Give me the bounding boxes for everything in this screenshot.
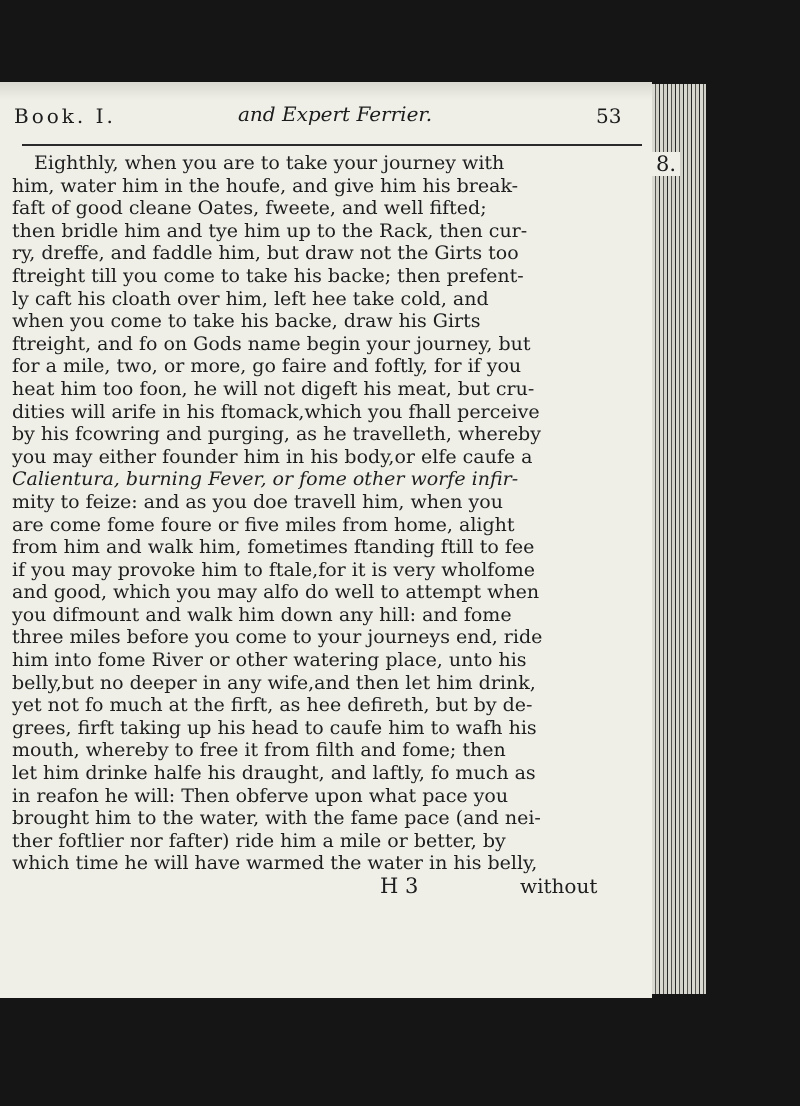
text-line: ly caft his cloath over him, left hee take cold, and <box>12 287 489 310</box>
text-line: heat him too foon, he will not digeft his meat, but cru- <box>12 377 535 400</box>
page-number: 53 <box>596 104 622 128</box>
text-line: Calientura, burning Fever, or fome other worfe infir- <box>12 468 519 491</box>
text-line: grees, firft taking up his head to caufe him to wafh his <box>12 716 537 739</box>
margin-note: 8. <box>652 152 680 176</box>
text-line: and good, which you may alfo do well to attempt when <box>12 581 540 604</box>
running-title: and Expert Ferrier. <box>238 102 433 126</box>
text-line: yet not fo much at the firft, as hee defireth, but by de- <box>12 694 533 717</box>
running-head <box>0 98 640 130</box>
text-line: if you may provoke him to ftale,for it is very wholfome <box>12 558 536 581</box>
text-line: you difmount and walk him down any hill: and fome <box>12 603 512 626</box>
catchword-line <box>12 875 652 899</box>
text-line: faft of good cleane Oates, fweete, and well fifted; <box>12 197 487 220</box>
text-line: brought him to the water, with the fame pace (and nei- <box>12 807 541 830</box>
text-line: dities will arife in his ftomack,which you fhall perceive <box>12 400 540 423</box>
text-line: which time he will have warmed the water in his belly, <box>12 852 538 875</box>
header-rule <box>22 144 642 146</box>
text-line: you may either founder him in his body,or elfe caufe a <box>12 445 533 468</box>
text-line: three miles before you come to your journeys end, ride <box>12 626 543 649</box>
body-text <box>12 152 652 899</box>
signature-mark: H 3 <box>380 874 419 898</box>
text-line: for a mile, two, or more, go faire and foftly, for if you <box>12 355 522 378</box>
text-line: ry, dreffe, and faddle him, but draw not the Girts too <box>12 242 519 265</box>
text-line: Eighthly, when you are to take your journey with <box>34 152 505 174</box>
text-line: in reafon he will: Then obferve upon what pace you <box>12 784 509 807</box>
text-line: are come fome foure or five miles from home, alight <box>12 513 515 536</box>
text-line: ftreight till you come to take his backe; then prefent- <box>12 264 524 287</box>
text-line: ther foftlier nor fafter) ride him a mile or better, by <box>12 829 506 852</box>
text-line: him into fome River or other watering place, unto his <box>12 649 527 672</box>
catchword: without <box>520 874 598 898</box>
text-line: then bridle him and tye him up to the Rack, then cur- <box>12 219 528 242</box>
text-line: mouth, whereby to free it from filth and fome; then <box>12 739 506 762</box>
text-line: when you come to take his backe, draw his Girts <box>12 310 481 333</box>
text-line: him, water him in the houfe, and give him his break- <box>12 174 519 197</box>
book-spine <box>652 84 706 994</box>
text-line: belly,but no deeper in any wife,and then let him drink, <box>12 671 536 694</box>
text-line: ftreight, and fo on Gods name begin your journey, but <box>12 332 531 355</box>
text-line: from him and walk him, fometimes ftanding ftill to fee <box>12 536 535 559</box>
text-line: let him drinke halfe his draught, and laftly, fo much as <box>12 762 536 785</box>
text-line: mity to feize: and as you doe travell him, when you <box>12 490 503 513</box>
text-line: by his fcowring and purging, as he travelleth, whereby <box>12 423 541 446</box>
book-number: Book. I. <box>14 104 116 128</box>
